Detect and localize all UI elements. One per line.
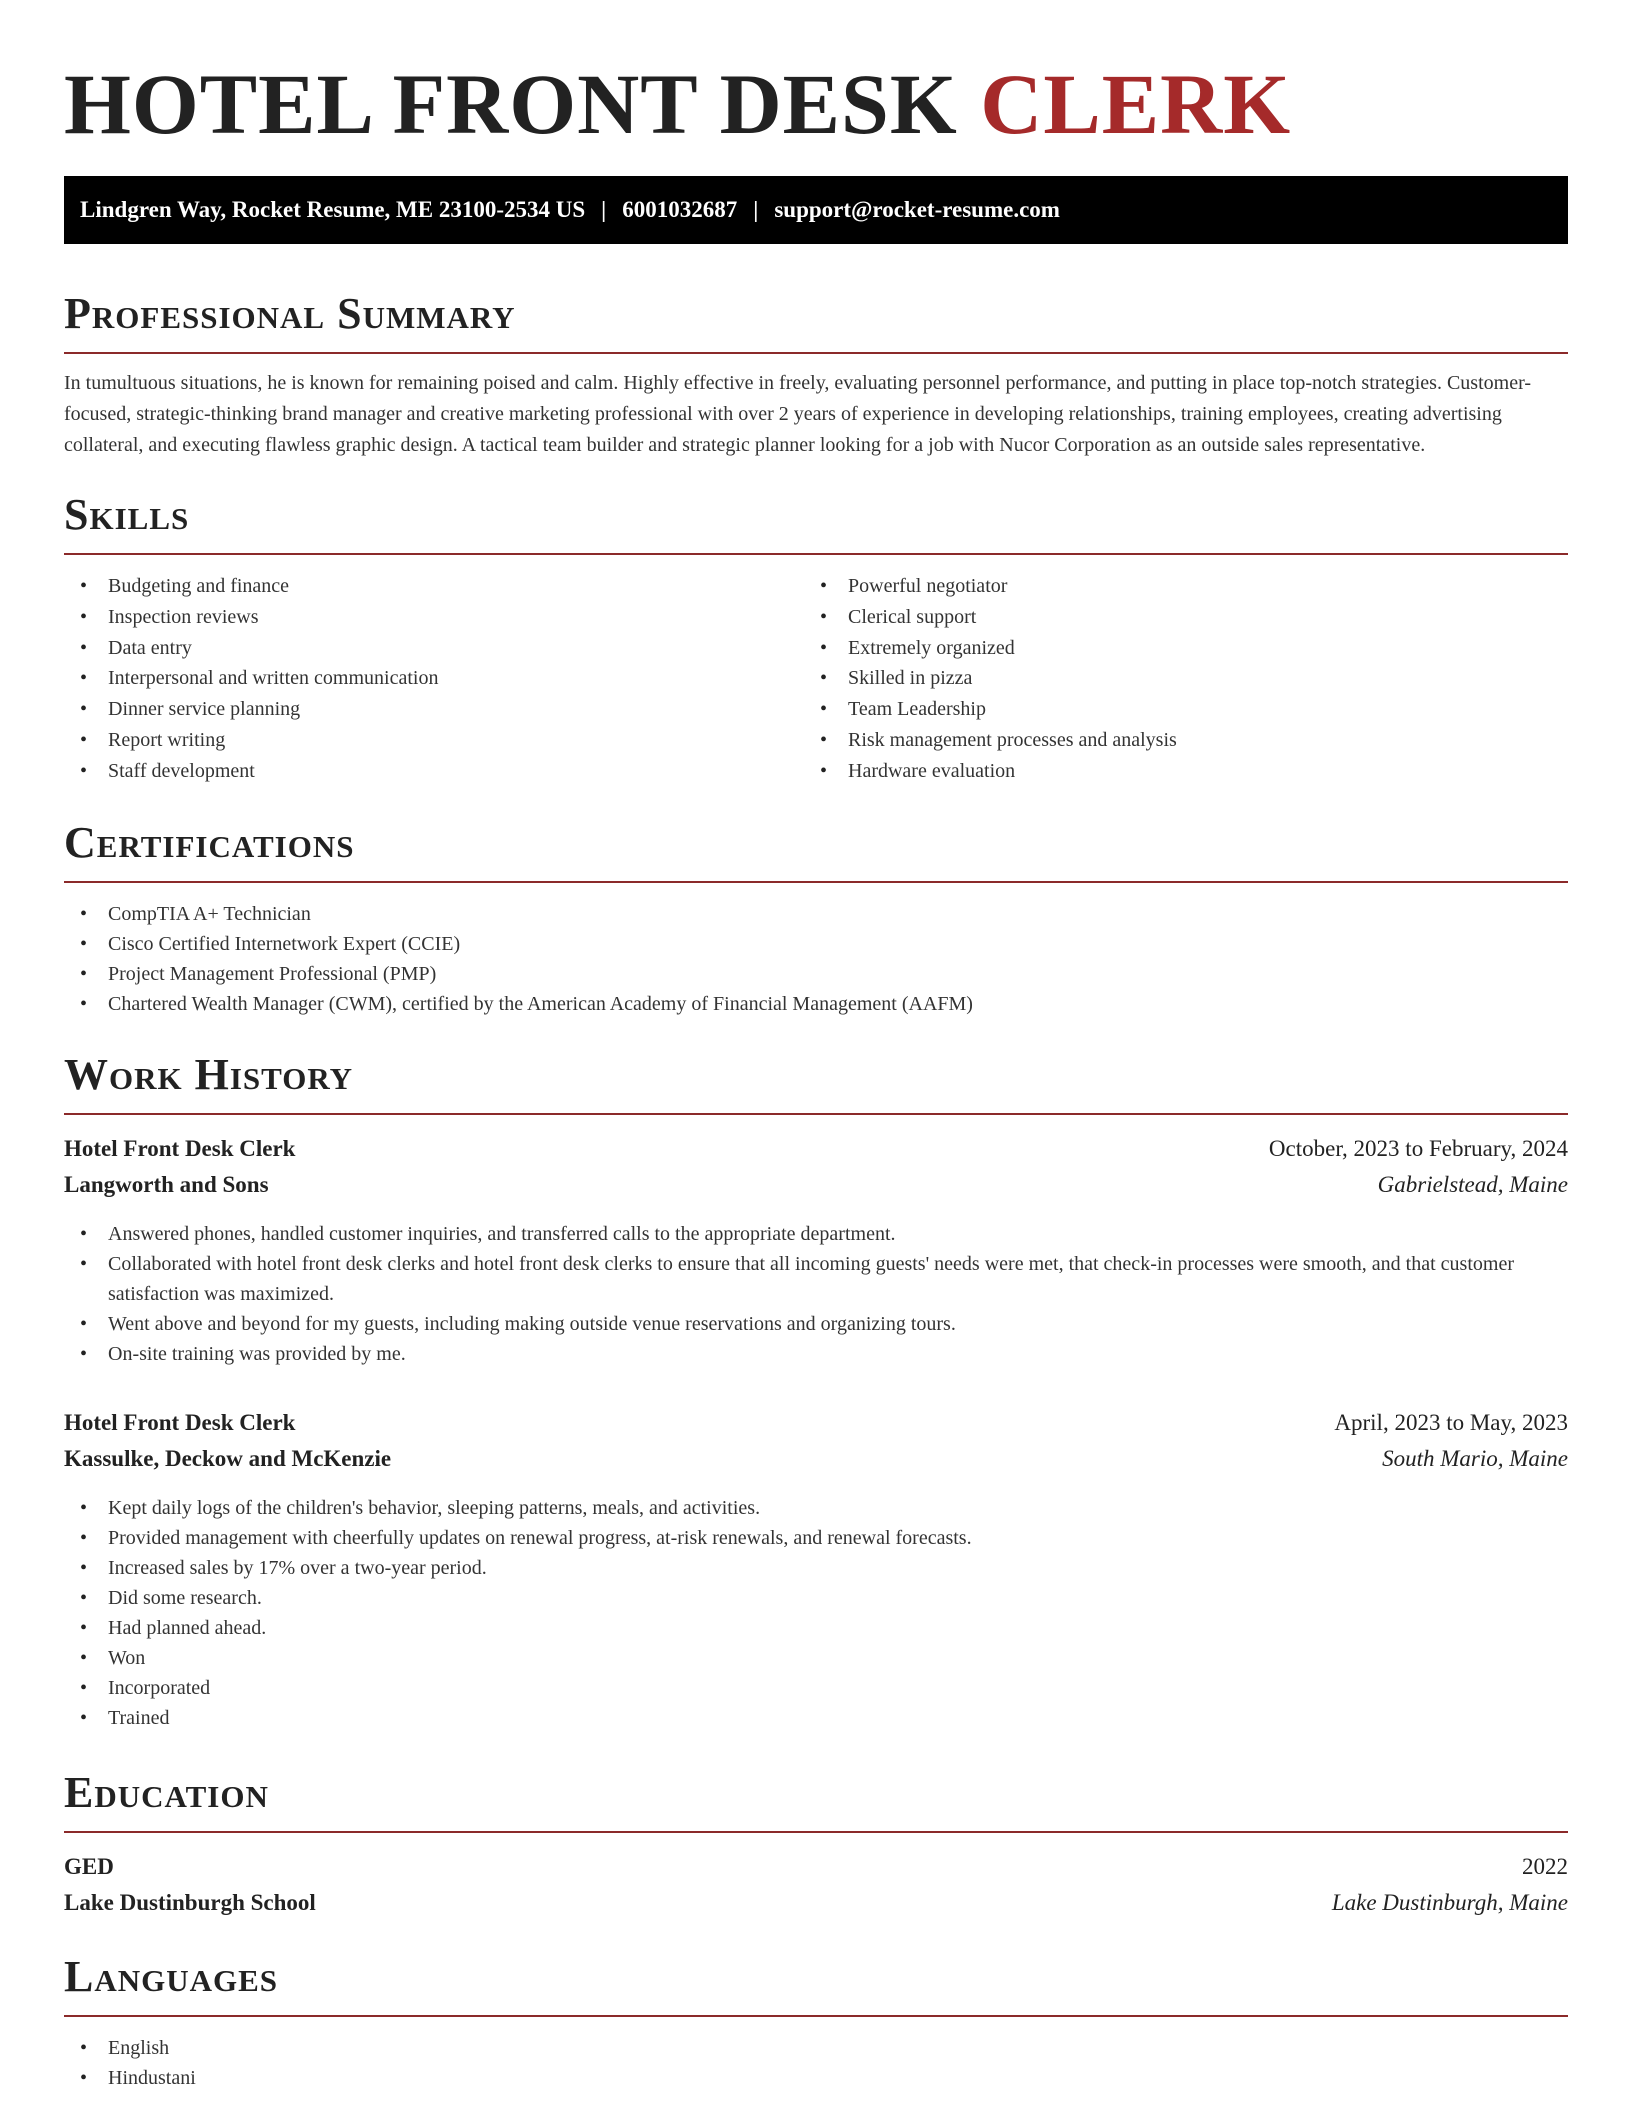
skill-item: • Team Leadership (804, 694, 1544, 725)
section-divider (64, 881, 1568, 883)
job-duty-item: • Had planned ahead. (64, 1613, 1568, 1643)
contact-email: support@rocket-resume.com (774, 197, 1060, 222)
skills-list-left (64, 571, 804, 787)
job-header-row (64, 1131, 1568, 1167)
job-entry (64, 1131, 1568, 1369)
languages-list (64, 2033, 1568, 2093)
job-header-row (64, 1405, 1568, 1441)
job-company: Langworth and Sons (64, 1171, 269, 1197)
section-divider (64, 1831, 1568, 1833)
job-duty-item: • Collaborated with hotel front desk clerks and hotel front desk clerks to ensure that all incoming guests' needs were met, that check-in processes were smooth, and that customer satisfaction was maximized. (64, 1249, 1568, 1309)
job-duty-item: • Increased sales by 17% over a two-year period. (64, 1553, 1568, 1583)
skills-column-right (804, 571, 1544, 787)
job-duty-item: • Won (64, 1643, 1568, 1673)
skills-list-right (804, 571, 1544, 787)
education-entry (64, 1849, 1568, 1921)
job-duties-list (64, 1219, 1568, 1369)
education-degree-row (64, 1849, 1568, 1885)
summary-text: In tumultuous situations, he is known for remaining poised and calm. Highly effective in freely, evaluating personnel performance, and putting in place top-notch strategies. Customer-focused, strategic-thinking brand manager and creative marketing professional with over 2 years of experience in developing relationships, training employees, creating advertising collateral, and executing flawless graphic design. A tactical team builder and strategic planner looking for a job with Nucor Corporation as an outside sales representative. (64, 372, 1531, 456)
resume-content (64, 0, 1568, 2093)
job-title: Hotel Front Desk Clerk (64, 1135, 296, 1161)
contact-phone: 6001032687 (622, 197, 738, 222)
job-company-row (64, 1441, 1568, 1477)
section-heading: Work History (64, 1049, 354, 1099)
skill-item: • Inspection reviews (64, 602, 804, 633)
work-history-section (64, 1049, 1568, 1733)
title-accent: CLERK (980, 56, 1292, 152)
contact-separator: | (753, 197, 759, 222)
section-divider (64, 1113, 1568, 1115)
skill-item: • Interpersonal and written communication (64, 663, 804, 694)
certifications-section (64, 817, 1568, 1019)
section-heading: Certifications (64, 817, 355, 867)
job-duty-item: • Trained (64, 1703, 1568, 1733)
skill-item: • Data entry (64, 633, 804, 664)
section-heading: Skills (64, 490, 190, 539)
education-location: Lake Dustinburgh, Maine (1331, 1889, 1568, 1915)
job-duty-item: • Incorporated (64, 1673, 1568, 1703)
job-duties-list (64, 1493, 1568, 1733)
job-duty-item: • Went above and beyond for my guests, including making outside venue reservations and organizing tours. (64, 1309, 1568, 1339)
skill-item: • Clerical support (804, 602, 1544, 633)
education-section (64, 1767, 1568, 1921)
section-heading: Education (64, 1767, 269, 1817)
title-main: HOTEL FRONT DESK (64, 56, 958, 152)
skill-item: • Budgeting and finance (64, 571, 804, 602)
skills-column-left (64, 571, 804, 787)
certification-item: • Cisco Certified Internetwork Expert (CCIE) (64, 929, 1568, 959)
job-company: Kassulke, Deckow and McKenzie (64, 1445, 392, 1471)
certification-item: • Project Management Professional (PMP) (64, 959, 1568, 989)
job-location: Gabrielstead, Maine (1377, 1171, 1568, 1197)
education-school: Lake Dustinburgh School (64, 1889, 316, 1915)
skill-item: • Dinner service planning (64, 694, 804, 725)
contact-separator: | (601, 197, 607, 222)
section-divider (64, 553, 1568, 555)
skill-item: • Extremely organized (804, 633, 1544, 664)
job-duty-item: • Kept daily logs of the children's behavior, sleeping patterns, meals, and activities. (64, 1493, 1568, 1523)
skills-columns (64, 571, 1568, 787)
skill-item: • Skilled in pizza (804, 663, 1544, 694)
job-duty-item: • On-site training was provided by me. (64, 1339, 1568, 1369)
contact-bar (64, 176, 1568, 244)
certification-item: • CompTIA A+ Technician (64, 899, 1568, 929)
languages-section (64, 1951, 1568, 2093)
certifications-list (64, 899, 1568, 1019)
job-location: South Mario, Maine (1382, 1445, 1568, 1471)
section-divider (64, 2015, 1568, 2017)
skill-item: • Report writing (64, 725, 804, 756)
section-heading: Professional Summary (64, 289, 516, 338)
language-item: • Hindustani (64, 2063, 1568, 2093)
resume-title (64, 54, 1568, 154)
job-dates: April, 2023 to May, 2023 (1334, 1409, 1568, 1435)
job-duty-item: • Answered phones, handled customer inquiries, and transferred calls to the appropriate department. (64, 1219, 1568, 1249)
job-company-row (64, 1167, 1568, 1203)
section-heading: Languages (64, 1951, 279, 2001)
skill-item: • Hardware evaluation (804, 756, 1544, 787)
job-duty-item: • Did some research. (64, 1583, 1568, 1613)
education-year: 2022 (1522, 1853, 1568, 1879)
contact-address: Lindgren Way, Rocket Resume, ME 23100-2534 US (80, 197, 586, 222)
education-degree: GED (64, 1853, 114, 1879)
job-dates: October, 2023 to February, 2024 (1268, 1135, 1568, 1161)
education-school-row (64, 1885, 1568, 1921)
professional-summary-section (64, 288, 1568, 461)
certification-item: • Chartered Wealth Manager (CWM), certified by the American Academy of Financial Management (AAFM) (64, 989, 1568, 1019)
section-divider (64, 352, 1568, 354)
job-entry (64, 1405, 1568, 1733)
job-title: Hotel Front Desk Clerk (64, 1409, 296, 1435)
skills-section (64, 489, 1568, 787)
skill-item: • Powerful negotiator (804, 571, 1544, 602)
skill-item: • Staff development (64, 756, 804, 787)
language-item: • English (64, 2033, 1568, 2063)
job-duty-item: • Provided management with cheerfully updates on renewal progress, at-risk renewals, and renewal forecasts. (64, 1523, 1568, 1553)
skill-item: • Risk management processes and analysis (804, 725, 1544, 756)
